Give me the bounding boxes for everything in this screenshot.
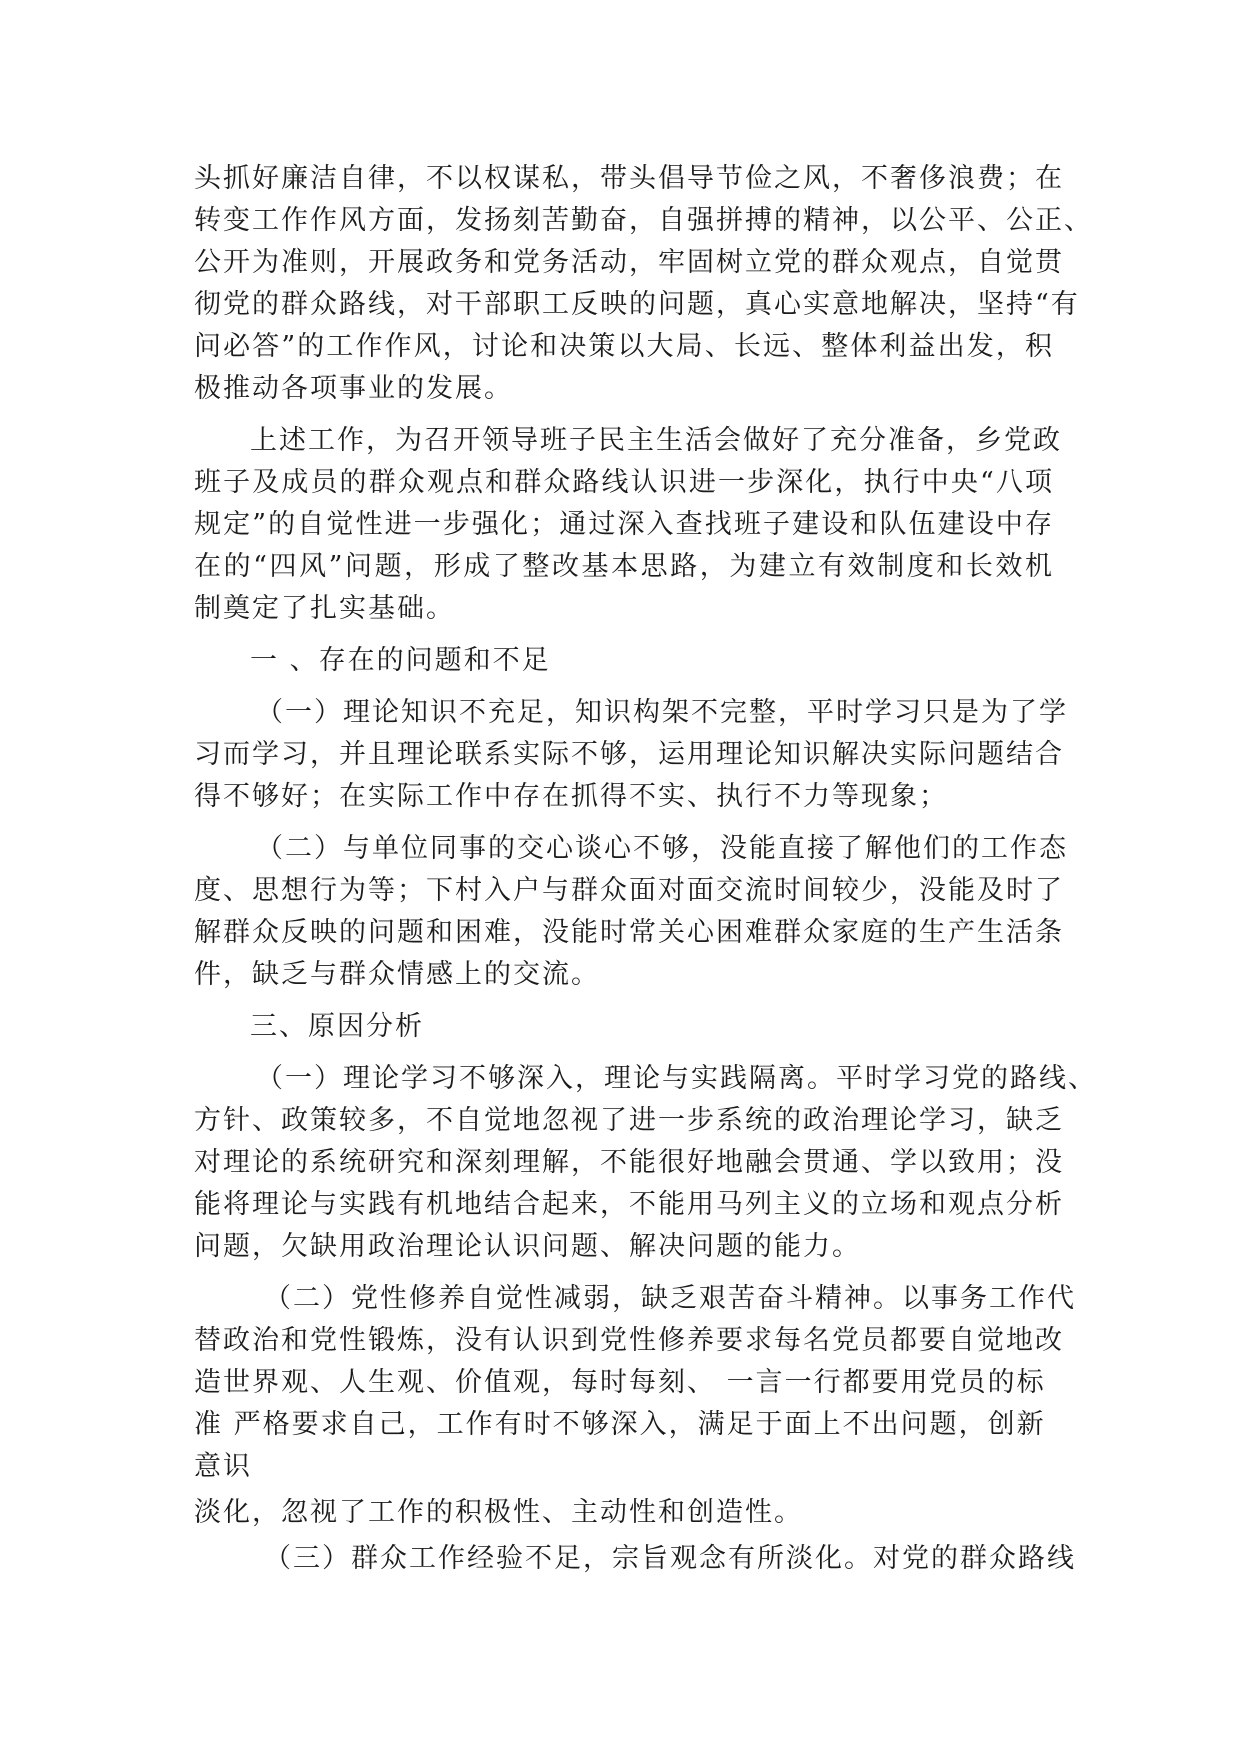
text-line: 头抓好廉洁自律，不以权谋私，带头倡导节俭之风，不奢侈浪费；在: [194, 163, 1064, 194]
text-line: （一）理论学习不够深入，理论与实践隔离。平时学习党的路线、: [256, 1063, 1097, 1094]
text-line: 件，缺乏与群众情感上的交流。: [194, 959, 600, 990]
text-line: （二）党性修养自觉性减弱，缺乏艰苦奋斗精神。以事务工作代: [264, 1283, 1076, 1314]
text-line: 意识: [194, 1451, 252, 1482]
text-line: 淡化，忽视了工作的积极性、主动性和创造性。: [194, 1497, 803, 1528]
section-heading: 三、原因分析: [250, 1011, 424, 1042]
text-line: 习而学习，并且理论联系实际不够，运用理论知识解决实际问题结合: [194, 739, 1064, 770]
text-line: （一）理论知识不充足，知识构架不完整，平时学习只是为了学: [256, 697, 1068, 728]
text-line: 得不够好；在实际工作中存在抓得不实、执行不力等现象；: [194, 781, 948, 812]
section-heading: 一 、存在的问题和不足: [250, 645, 551, 676]
text-line: 能将理论与实践有机地结合起来，不能用马列主义的立场和观点分析: [194, 1189, 1064, 1220]
text-line: 替政治和党性锻炼，没有认识到党性修养要求每名党员都要自觉地改: [194, 1325, 1064, 1356]
text-line: 规定”的自觉性进一步强化；通过深入查找班子建设和队伍建设中存: [194, 509, 1054, 540]
text-line: 解群众反映的问题和困难，没能时常关心困难群众家庭的生产生活条: [194, 917, 1064, 948]
text-line: 方针、政策较多，不自觉地忽视了进一步系统的政治理论学习，缺乏: [194, 1105, 1064, 1136]
text-line: 造世界观、人生观、价值观，每时每刻、 一言一行都要用党员的标: [194, 1367, 1046, 1398]
text-line: （三）群众工作经验不足，宗旨观念有所淡化。对党的群众路线: [264, 1543, 1076, 1574]
text-line: 在的“四风”问题，形成了整改基本思路，为建立有效制度和长效机: [194, 551, 1054, 582]
text-line: 彻党的群众路线，对干部职工反映的问题，真心实意地解决，坚持“有: [194, 289, 1080, 320]
document-body: [194, 158, 1097, 1580]
text-line: 上述工作，为召开领导班子民主生活会做好了充分准备，乡党政: [250, 425, 1062, 456]
text-line: （二）与单位同事的交心谈心不够，没能直接了解他们的工作态: [256, 833, 1068, 864]
text-line: 问题，欠缺用政治理论认识问题、解决问题的能力。: [194, 1231, 861, 1262]
text-line: 度、思想行为等；下村入户与群众面对面交流时间较少，没能及时了: [194, 875, 1064, 906]
text-line: 对理论的系统研究和深刻理解，不能很好地融会贯通、学以致用；没: [194, 1147, 1064, 1178]
text-line: 公开为准则，开展政务和党务活动，牢固树立党的群众观点，自觉贯: [194, 247, 1064, 278]
text-line: 转变工作作风方面，发扬刻苦勤奋，自强拼搏的精神，以公平、公正、: [194, 205, 1093, 236]
text-line: 极推动各项事业的发展。: [194, 373, 513, 404]
text-line: 问必答”的工作作风，讨论和决策以大局、长远、整体利益出发，积: [194, 331, 1054, 362]
text-line: 制奠定了扎实基础。: [194, 593, 455, 624]
text-line: 班子及成员的群众观点和群众路线认识进一步深化，执行中央“八项: [194, 467, 1054, 498]
text-line: 准 严格要求自己，工作有时不够深入，满足于面上不出问题，创新: [194, 1409, 1046, 1440]
